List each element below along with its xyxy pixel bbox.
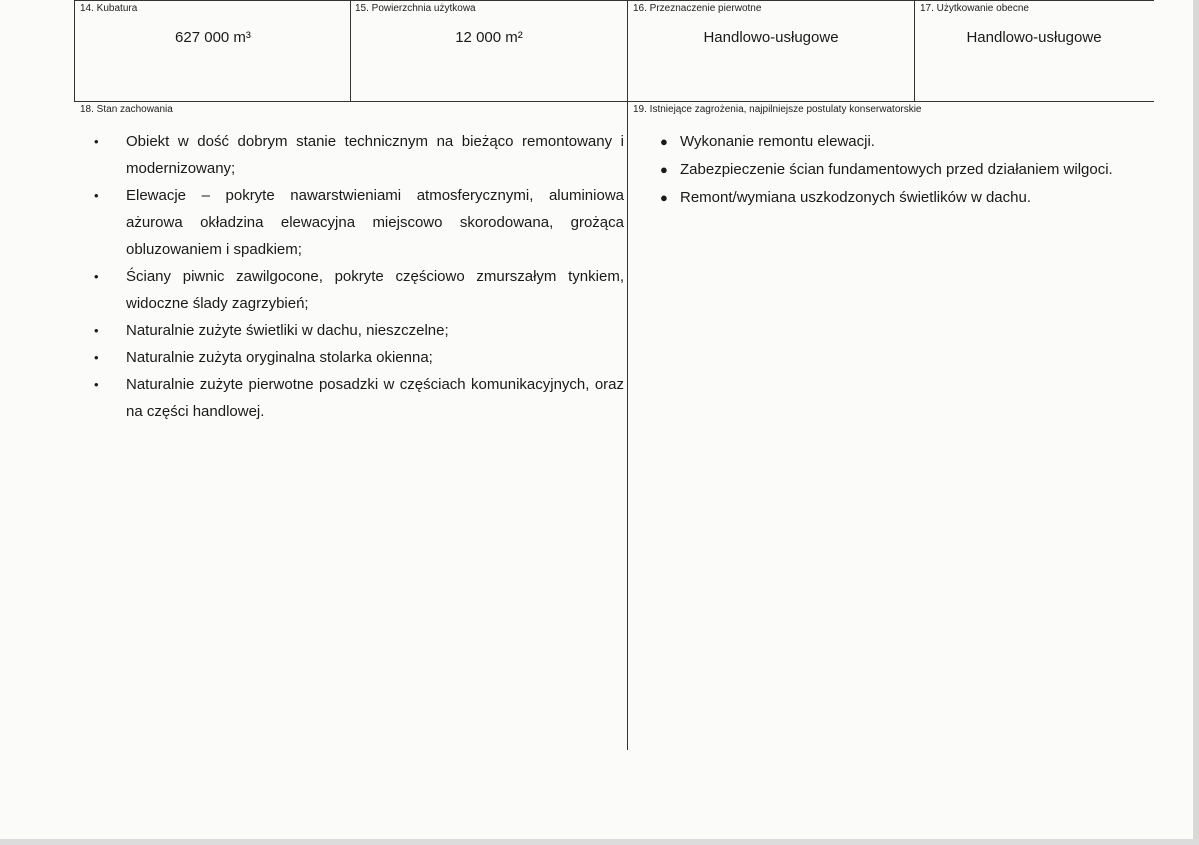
list-item-text: Zabezpieczenie ścian fundamentowych przed działaniem wilgoci. (680, 161, 1113, 178)
cell-value: Handlowo-usługowe (703, 29, 839, 46)
bullet-icon: • (94, 323, 99, 338)
cell-value: 12 000 m² (455, 29, 523, 46)
col-divider-1 (350, 0, 351, 102)
bullet-icon: ● (660, 162, 668, 177)
bullet-icon: ● (660, 134, 668, 149)
list-item-text: Naturalnie zużyta oryginalna stolarka okienna; (126, 349, 433, 366)
list-item-text: Naturalnie zużyte świetliki w dachu, nieszczelne; (126, 322, 449, 339)
list-item (92, 182, 624, 263)
list-item (92, 128, 624, 182)
bullet-icon: • (94, 350, 99, 365)
bullet-icon: • (94, 188, 99, 203)
row-divider (74, 101, 1154, 102)
bullet-icon: ● (660, 190, 668, 205)
list-item-text: Remont/wymiana uszkodzonych świetlików w dachu. (680, 189, 1031, 206)
section-18-label: 18. Stan zachowania (80, 104, 173, 115)
list-item-text: Elewacje – pokryte nawarstwieniami atmosferycznymi, aluminiowa ażurowa okładzina elewacyjna miejscowo skorodowana, grożąca obluzowaniem i spadkiem; (126, 187, 624, 258)
list-item-text: Ściany piwnic zawilgocone, pokryte częściowo zmurszałym tynkiem, widoczne ślady zagrzybień; (126, 268, 624, 312)
scan-edge-bottom (0, 839, 1199, 845)
threats-list (658, 128, 1158, 212)
list-item (658, 184, 1158, 212)
list-item (92, 344, 624, 371)
col-divider-3 (914, 0, 915, 102)
list-item-text: Obiekt w dość dobrym stanie technicznym na bieżąco remontowany i modernizowany; (126, 133, 624, 177)
col-divider-main (627, 0, 628, 750)
top-border (74, 0, 1154, 1)
condition-list (92, 128, 624, 425)
bullet-icon: • (94, 134, 99, 149)
section-19-label: 19. Istniejące zagrożenia, najpilniejsze postulaty konserwatorskie (633, 104, 922, 115)
list-item (92, 263, 624, 317)
list-item (92, 371, 624, 425)
list-item-text: Naturalnie zużyte pierwotne posadzki w częściach komunikacyjnych, oraz na części handlowej. (126, 376, 624, 420)
bullet-icon: • (94, 269, 99, 284)
cell-label: 17. Użytkowanie obecne (920, 3, 1029, 14)
cell-label: 16. Przeznaczenie pierwotne (633, 3, 762, 14)
cell-label: 15. Powierzchnia użytkowa (355, 3, 476, 14)
list-item (658, 156, 1158, 184)
cell-value: Handlowo-usługowe (966, 29, 1102, 46)
bullet-icon: • (94, 377, 99, 392)
left-border (74, 0, 75, 102)
cell-value: 627 000 m³ (175, 29, 251, 46)
list-item (658, 128, 1158, 156)
list-item (92, 317, 624, 344)
scan-edge-right (1193, 0, 1199, 845)
cell-label: 14. Kubatura (80, 3, 138, 14)
list-item-text: Wykonanie remontu elewacji. (680, 133, 875, 150)
